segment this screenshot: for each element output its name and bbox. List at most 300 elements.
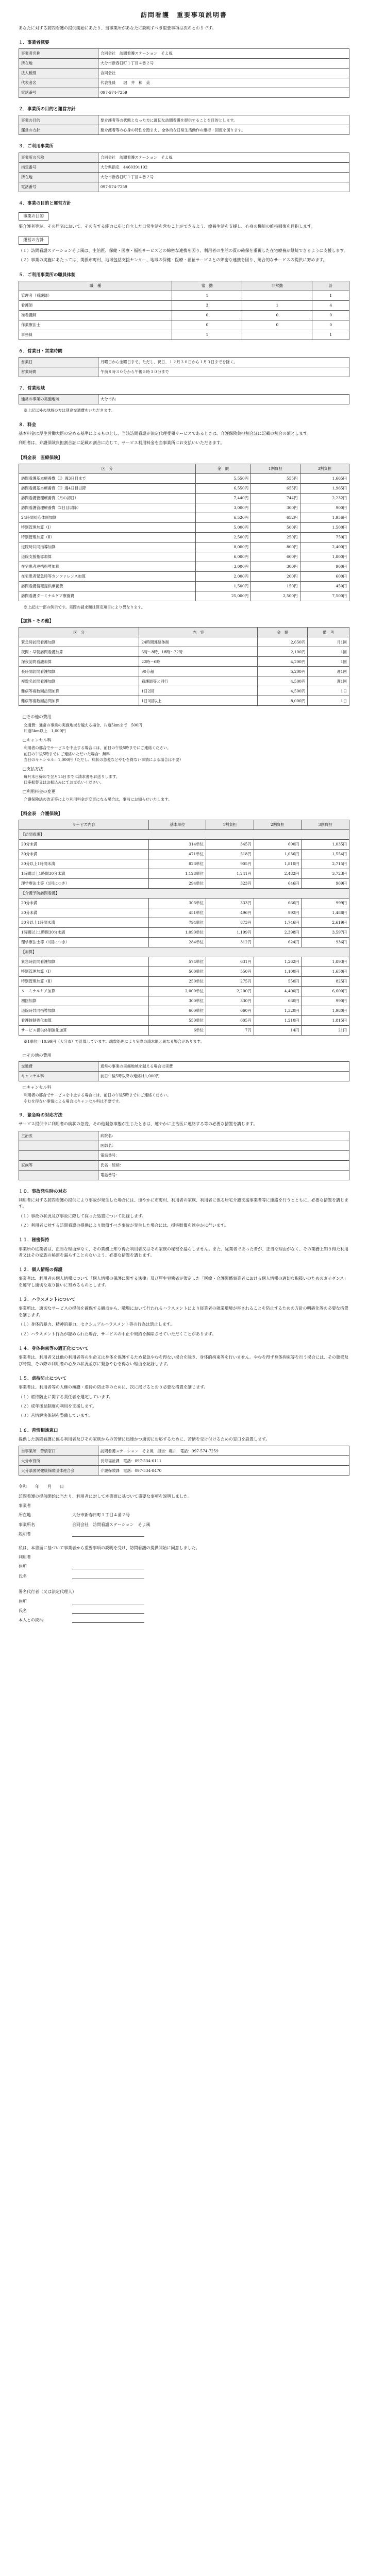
cell: 4,500円: [258, 686, 308, 696]
purpose-text: 要介護者等が、その居宅において、その有する能力に応じ自立した日常生活を営むことができるよう、療養生活を支援し、心身の機能の維持回復を目指します。: [19, 224, 315, 229]
misc-line: 介護保険法の改正等により利用料金が変更になる場合は、事前にお知らせいたします。: [24, 797, 172, 802]
cell: 660円: [206, 1006, 254, 1015]
cell: 969円: [302, 878, 349, 888]
fee-body: 基本料金は厚生労働大臣の定める基準によるものとし、当該訪問看護が法定代理受領サービスであるときは、介護保険負担割合証に記載の割合の額とします。: [19, 431, 311, 436]
table-row: [19, 667, 349, 676]
cell: 退院支援指導加算: [19, 552, 196, 562]
cell: 574単位: [149, 957, 206, 967]
cell: 450円: [300, 581, 349, 591]
cell: 1,746円: [254, 918, 302, 927]
staff-signature-field[interactable]: [72, 1531, 144, 1537]
cell: 30分未満: [19, 849, 149, 859]
cell: 2,000円: [195, 571, 250, 581]
col-header: 職 種: [19, 281, 172, 291]
agent-address-field[interactable]: [72, 1599, 144, 1604]
row-key: 法人種別: [19, 69, 98, 78]
row-key: 所在地: [19, 59, 98, 69]
cell: 1: [242, 300, 312, 310]
misc-heading: □支払方法: [23, 766, 43, 771]
cell: 6,550円: [195, 483, 250, 493]
section-body: 事業者は、利用者又は他の利用者等の生命又は身体を保護するため緊急やむを得ない場合を除き、身体的拘束等を行いません。やむを得ず身体拘束等を行う場合には、その態様及び時間、その際の利用者の心身の状況並びに緊急やむを得ない理由を記録します。: [19, 1355, 349, 1366]
col-header: 金 額: [195, 464, 250, 473]
cell: 825円: [302, 976, 349, 986]
cell: 1: [172, 330, 242, 340]
table-row: [19, 1015, 349, 1025]
col-header: サービス内容: [19, 820, 149, 829]
section-15-heading: １５．虐待防止について: [19, 1376, 67, 1381]
purpose-label: 事業の目的: [19, 212, 48, 221]
section-body: 提供した訪問看護に係る利用者及びその家族からの苦情に迅速かつ適切に対応するために、苦情を受け付けるための窓口を設置します。: [19, 1436, 270, 1442]
emergency-table: [19, 1131, 349, 1180]
cell: 退院時共同指導加算: [19, 542, 196, 552]
cell: 4: [312, 300, 349, 310]
group-label: 【加算】: [19, 947, 349, 957]
cell: 600円: [300, 571, 349, 581]
cell: 624円: [254, 937, 302, 947]
cell: 看護師等と同行: [139, 676, 258, 686]
table-row: [19, 483, 349, 493]
table-row: [19, 1061, 349, 1071]
section-10: [19, 1189, 349, 1229]
cell: 3,000円: [195, 503, 250, 513]
cell: 週1回: [308, 676, 349, 686]
table-row: [19, 1466, 349, 1476]
fee-table-care: [19, 811, 349, 1045]
row-value: 大分市新春日町１丁目４番２号: [98, 172, 349, 182]
section-item: （１）事故の状況及び事故に際して採った処置について記録します。: [19, 1213, 146, 1218]
table-row: [19, 88, 349, 98]
row-key: 交通費: [19, 1061, 98, 1071]
table-row: [19, 908, 349, 918]
misc-heading: □その他の費用: [23, 1053, 52, 1058]
table-row: [19, 571, 349, 581]
table-row: [19, 1141, 349, 1150]
cell: 150円: [251, 581, 300, 591]
user-address-field[interactable]: [72, 1564, 144, 1569]
row-value: 要介護者等の状態となった方に適切な訪問看護を提供することを目的とします。: [98, 115, 349, 125]
agent-label: 署名代行者（又は法定代理人）: [19, 1589, 76, 1595]
cell: 2,200円: [206, 986, 254, 996]
provider-name-key: 事業所名: [19, 1522, 35, 1527]
cell: 2,500円: [251, 591, 300, 601]
col-header: 基本単位: [149, 820, 206, 829]
row-value: 代表社員 堀 井 和 美: [98, 78, 349, 88]
cell: 3,000円: [195, 562, 250, 571]
table-row: [19, 300, 349, 310]
row-value: 訪問看護ステーション そよ風 担当：堀井 電話：097-574-7259: [98, 1446, 349, 1456]
cell: 500単位: [149, 967, 206, 976]
table-row: [19, 591, 349, 601]
cell: 看護師: [19, 300, 172, 310]
section-item: （２）利用者に対する訪問看護の提供により賠償すべき事故が発生した場合には、損害賠償を速やかに行います。: [19, 1223, 229, 1228]
cell: 600円: [251, 552, 300, 562]
misc-line: 前日の午後5時までにご連絡いただいた場合：無料: [24, 751, 110, 756]
row-key: [19, 1150, 98, 1160]
row-value: 病院名：: [98, 1131, 349, 1141]
table-row: [19, 291, 349, 300]
cell: 1: [312, 291, 349, 300]
row-value: 合同会社: [98, 69, 349, 78]
table-row: [19, 647, 349, 657]
table-row: [19, 637, 349, 647]
section-8-heading: ８．料金: [19, 422, 37, 428]
section-12: [19, 1267, 349, 1289]
cell: 難病等複数回訪問加算: [19, 696, 139, 706]
table-row: [19, 1170, 349, 1180]
cell: 1,810円: [254, 859, 302, 869]
cell: 666円: [254, 898, 302, 908]
cell: 1,035円: [302, 839, 349, 849]
cell: 655円: [251, 483, 300, 493]
cell: 5,000円: [195, 522, 250, 532]
complaint-table: [19, 1446, 349, 1476]
row-key: 指定番号: [19, 162, 98, 172]
cell: 1,665円: [300, 473, 349, 483]
table-row: [19, 562, 349, 571]
section-item: （２）ハラスメント行為が認められた場合、サービスの中止や契約を解除させていただくことがあります。: [19, 1331, 216, 1336]
cell: 6,000円: [195, 552, 250, 562]
table-row: [19, 330, 349, 340]
cell: 873円: [206, 918, 254, 927]
table-row: [19, 162, 349, 172]
cell: 300単位: [149, 996, 206, 1006]
section-6-heading: ６．営業日・営業時間: [19, 348, 63, 354]
cell: 2,650円: [258, 637, 308, 647]
cell: 特別管理加算（Ⅰ）: [19, 522, 196, 532]
cell: 1日: [308, 696, 349, 706]
cell: 605円: [206, 1015, 254, 1025]
table-row: [19, 686, 349, 696]
table-row: [19, 986, 349, 996]
cell: 20分未満: [19, 898, 149, 908]
cell: 3,723円: [302, 869, 349, 878]
cell: 複数名訪問看護加算: [19, 676, 139, 686]
cell: 30分以上1時間未満: [19, 918, 149, 927]
cell: 550円: [206, 967, 254, 976]
cell: 550単位: [149, 1015, 206, 1025]
provider-label: 事業者: [19, 1503, 31, 1509]
policy-label: 運営の方針: [19, 236, 48, 244]
cell: 1,500円: [195, 581, 250, 591]
cell: 訪問看護管理療養費（月の初日）: [19, 493, 196, 503]
cell: 1,500円: [300, 522, 349, 532]
table-row: [19, 513, 349, 522]
table-header: [19, 628, 349, 637]
cell: 275円: [206, 976, 254, 986]
table-row: [19, 152, 349, 162]
provider-addr-key: 所在地: [19, 1513, 31, 1518]
cell: 2,715円: [302, 859, 349, 869]
cell: 0: [172, 310, 242, 320]
cell: 823単位: [149, 859, 206, 869]
cell: 600単位: [149, 1006, 206, 1015]
section-9-heading: ９．緊急時の対応方法: [19, 1113, 63, 1118]
section-item: （３）苦情解決体制を整備しています。: [19, 1413, 93, 1418]
cell: 90分超: [139, 667, 258, 676]
fee-table-medical-heading: 【料金表 医療保険】: [19, 455, 63, 461]
cell: 330円: [206, 996, 254, 1006]
row-key: 大分県国民健康保険団体連合会: [19, 1466, 98, 1476]
cell: 2,400円: [300, 542, 349, 552]
section-2-heading: ２．事業所の目的と運営方針: [19, 107, 76, 112]
table-row: [19, 1150, 349, 1160]
cell: 長時間訪問看護加算: [19, 667, 139, 676]
cell: 2,000単位: [149, 986, 206, 996]
cell: 准看護師: [19, 310, 172, 320]
agent-addr-key: 住所: [19, 1599, 27, 1604]
section-15: [19, 1376, 349, 1419]
hours-table: [19, 357, 349, 377]
cell: 345円: [206, 839, 254, 849]
section-3: [19, 143, 349, 192]
table-row: [19, 320, 349, 330]
cell: 550円: [254, 976, 302, 986]
table-row: [19, 367, 349, 377]
table-row: [19, 696, 349, 706]
misc-fee-table: [19, 1061, 349, 1081]
section-body: 事業所は、適切なサービスの提供を確保する観点から、職場において行われるハラスメントにより従業者の就業環境が害されることを防止するための方針の明確化等の必要な措置を講じます。: [19, 1306, 348, 1317]
care-fee-table: [19, 820, 349, 1036]
cell: 在宅患者緊急時等カンファレンス加算: [19, 571, 196, 581]
section-11-heading: １１．秘密保持: [19, 1238, 49, 1243]
section-1: [19, 40, 349, 98]
cell: 744円: [251, 493, 300, 503]
misc-heading: □その他の費用: [23, 715, 52, 720]
table-row: [19, 859, 349, 869]
row-value: 大分市内: [98, 395, 349, 404]
table-row: [19, 937, 349, 947]
section-item: （２）成年後見制度の利用を支援します。: [19, 1403, 97, 1409]
row-key: 代表者名: [19, 78, 98, 88]
section-item: （１）虐待防止に関する責任者を選定しています。: [19, 1394, 113, 1399]
row-key: 事業者名称: [19, 49, 98, 59]
table-row: [19, 869, 349, 878]
table-row: [19, 49, 349, 59]
row-value: 月曜日から金曜日まで。ただし、祝日、１２月３０日から１月３日までを除く。: [98, 357, 349, 367]
cell: 事務員: [19, 330, 172, 340]
table-row: [19, 552, 349, 562]
table-row: [19, 59, 349, 69]
cell: 200円: [251, 571, 300, 581]
col-header: 3割負担: [302, 820, 349, 829]
agent-name-field[interactable]: [72, 1608, 144, 1614]
relation-field[interactable]: [72, 1617, 144, 1623]
col-header: 非常勤: [242, 281, 312, 291]
cell: 1,036円: [254, 849, 302, 859]
cell: 深夜訪問看護加算: [19, 657, 139, 667]
relation-key: 本人との続柄: [19, 1618, 43, 1623]
cell: [242, 291, 312, 300]
col-header: 区 分: [19, 464, 196, 473]
doc-intro: あなたに対する訪問看護の提供開始にあたり、当事業所があなたに説明すべき重要事項は次のとおりです。: [19, 25, 216, 30]
table-row: [19, 69, 349, 78]
section-body: 事業所の従業者は、正当な理由がなく、その業務上知り得た利用者又はその家族の秘密を漏らしません。また、従業者であった者が、正当な理由がなく、その業務上知り得た利用者又はその家族の秘密を漏らすことのないよう、必要な措置を講じます。: [19, 1246, 349, 1258]
cell: 4,400円: [254, 986, 302, 996]
col-header: 備 考: [308, 628, 349, 637]
table-row: [19, 493, 349, 503]
table-row: [19, 473, 349, 483]
cell: 1,956円: [300, 513, 349, 522]
table-row: [19, 676, 349, 686]
staff-key: 説明者: [19, 1532, 31, 1537]
signature-section: [19, 1484, 349, 1623]
row-key: 主治医: [19, 1131, 98, 1141]
row-key: 通常の事業の実施地域: [19, 395, 98, 404]
table-row: [19, 115, 349, 125]
section-3-table: [19, 152, 349, 192]
cell: 22時〜6時: [139, 657, 258, 667]
row-value: 長寿福祉課 電話：097-534-6111: [98, 1456, 349, 1466]
fee-table-addons-heading: 【加算・その他】: [19, 619, 54, 624]
table-row: [19, 878, 349, 888]
cell: 1回: [308, 657, 349, 667]
table-row: [19, 967, 349, 976]
cell: 660円: [254, 996, 302, 1006]
table-row: [19, 172, 349, 182]
cell: 294単位: [149, 878, 206, 888]
sign-body-2: 私は、本書面に基づいて事業者から重要事項の説明を受け、訪問看護の提供開始に同意しました。: [19, 1545, 200, 1550]
table-row: [19, 357, 349, 367]
cell: 333円: [206, 898, 254, 908]
table-group-row: [19, 947, 349, 957]
misc-heading: □利用料金の変更: [23, 789, 56, 794]
section-5-heading: ５．ご利用事業所の職員体制: [19, 272, 76, 278]
section-body: サービス提供中に利用者の病状の急変、その他緊急事態が生じたときは、速やかに主治医に連絡する等の必要な措置を講じます。: [19, 1122, 258, 1127]
cell: 1: [312, 330, 349, 340]
cell: 24時間対応体制加算: [19, 513, 196, 522]
section-16-heading: １６．苦情相談窓口: [19, 1428, 58, 1433]
table-row: [19, 182, 349, 192]
row-value: 介護保険課 電話：097-534-8470: [98, 1466, 349, 1476]
section-4-heading: ４．事業の目的と運営方針: [19, 200, 72, 206]
section-11: [19, 1237, 349, 1259]
cell: 緊急時訪問看護加算: [19, 637, 139, 647]
fee-table-care-heading: 【料金表 介護保険】: [19, 811, 63, 817]
table-row: [19, 927, 349, 937]
area-note: ※上記以外の地域の方は別途交通費をいただきます。: [24, 408, 115, 413]
cell: 1回: [308, 647, 349, 657]
section-16: [19, 1428, 349, 1476]
table-row: [19, 976, 349, 986]
section-7: [19, 385, 349, 414]
section-2: [19, 106, 349, 135]
table-group-row: [19, 829, 349, 839]
cell: 314単位: [149, 839, 206, 849]
cell: 週1回: [308, 667, 349, 676]
row-value: 097-574-7259: [98, 182, 349, 192]
cell: [242, 330, 312, 340]
table-row: [19, 657, 349, 667]
cell: 936円: [302, 937, 349, 947]
table-row: [19, 1071, 349, 1081]
cell: 4,500円: [258, 676, 308, 686]
cell: 250円: [251, 532, 300, 542]
misc-fees-2: [19, 1053, 349, 1104]
row-key: [19, 1141, 98, 1150]
cell: 難病等複数回訪問加算: [19, 686, 139, 696]
cell: 1: [172, 291, 242, 300]
staff-table: [19, 281, 349, 340]
sign-body: 訪問看護の提供開始に当たり、利用者に対して本書面に基づいて重要な事項を説明しました。: [19, 1494, 192, 1499]
row-value: 電話番号：: [98, 1170, 349, 1180]
table-row: [19, 1160, 349, 1170]
cell: 2,482円: [254, 869, 302, 878]
cell: 900円: [300, 503, 349, 513]
cell: 999円: [302, 898, 349, 908]
user-name-field[interactable]: [72, 1573, 144, 1579]
table-header: [19, 464, 349, 473]
cell: 323円: [206, 878, 254, 888]
cell: 1,800円: [300, 552, 349, 562]
cell: 0: [312, 320, 349, 330]
misc-line: 口座振替又はお振込みにてお支払いください。: [24, 780, 104, 785]
medical-fee-note: ※上記は一部の例示です。実際の請求額は算定項目により異なります。: [24, 604, 145, 609]
section-14: [19, 1346, 349, 1367]
cell: 1日: [308, 686, 349, 696]
section-13-heading: １３．ハラスメントについて: [19, 1297, 76, 1303]
cell: 250単位: [149, 976, 206, 986]
cell: 7,500円: [300, 591, 349, 601]
section-3-heading: ３．ご利用事業所: [19, 144, 54, 149]
misc-line: 片道5km以上 1,000円: [24, 728, 66, 734]
cell: 訪問看護基本療養費（Ⅰ）週4日目以降: [19, 483, 196, 493]
medical-fee-table: [19, 464, 349, 601]
row-key: キャンセル料: [19, 1071, 98, 1081]
cell: 1,241円: [206, 869, 254, 878]
section-4: [19, 200, 349, 264]
cell: ターミナルケア加算: [19, 986, 149, 996]
section-10-heading: １０．事故発生時の対応: [19, 1189, 67, 1194]
table-row: [19, 581, 349, 591]
cell: 500円: [251, 522, 300, 532]
misc-heading: □キャンセル料: [23, 737, 52, 742]
section-2-table: [19, 115, 349, 135]
cell: 631円: [206, 957, 254, 967]
row-key: 当事業所 苦情窓口: [19, 1446, 98, 1456]
col-header: 1割負担: [206, 820, 254, 829]
cell: 退院時共同指導加算: [19, 1006, 149, 1015]
sign-date[interactable]: 令和 年 月 日: [19, 1484, 64, 1489]
row-key: 事業所の名称: [19, 152, 98, 162]
section-body: 事業者は、利用者等の人権の擁護・虐待の防止等のために、次に掲げるとおり必要な措置を講じます。: [19, 1385, 208, 1390]
cell: 1,488円: [302, 908, 349, 918]
section-1-heading: １．事業者概要: [19, 40, 49, 45]
cell: 300円: [251, 562, 300, 571]
row-key: 家族等: [19, 1160, 98, 1170]
cell: 緊急時訪問看護加算: [19, 957, 149, 967]
misc-heading: □キャンセル料: [23, 1084, 52, 1090]
row-value: 午前８時３０分から午後５時３０分まで: [98, 367, 349, 377]
cell: 1,210円: [254, 1015, 302, 1025]
cell: 0: [242, 320, 312, 330]
cell: 訪問看護管理療養費（2日目以降）: [19, 503, 196, 513]
misc-fees-1: [19, 714, 349, 802]
cell: 特別管理加算（Ⅱ）: [19, 976, 149, 986]
cell: 2,398円: [254, 927, 302, 937]
table-header: [19, 281, 349, 291]
cell: 0: [312, 310, 349, 320]
cell: 看護体制強化加算: [19, 1015, 149, 1025]
cell: 特別管理加算（Ⅱ）: [19, 532, 196, 542]
cell: 訪問看護情報提供療養費: [19, 581, 196, 591]
cell: 初回加算: [19, 996, 149, 1006]
policy-item-1: （１）訪問看護ステーションそよ風は、主治医、保健・医療・福祉サービスとの綿密な連携を図り、利用者の生活の質の確保を重視した在宅療養が継続できるように支援します。: [19, 248, 348, 253]
cell: 24時間連絡体制: [139, 637, 258, 647]
cell: 7,440円: [195, 493, 250, 503]
cell: 1,980円: [302, 1006, 349, 1015]
area-table: [19, 394, 349, 404]
row-value: 大分市新春日町１丁目４番２号: [98, 59, 349, 69]
